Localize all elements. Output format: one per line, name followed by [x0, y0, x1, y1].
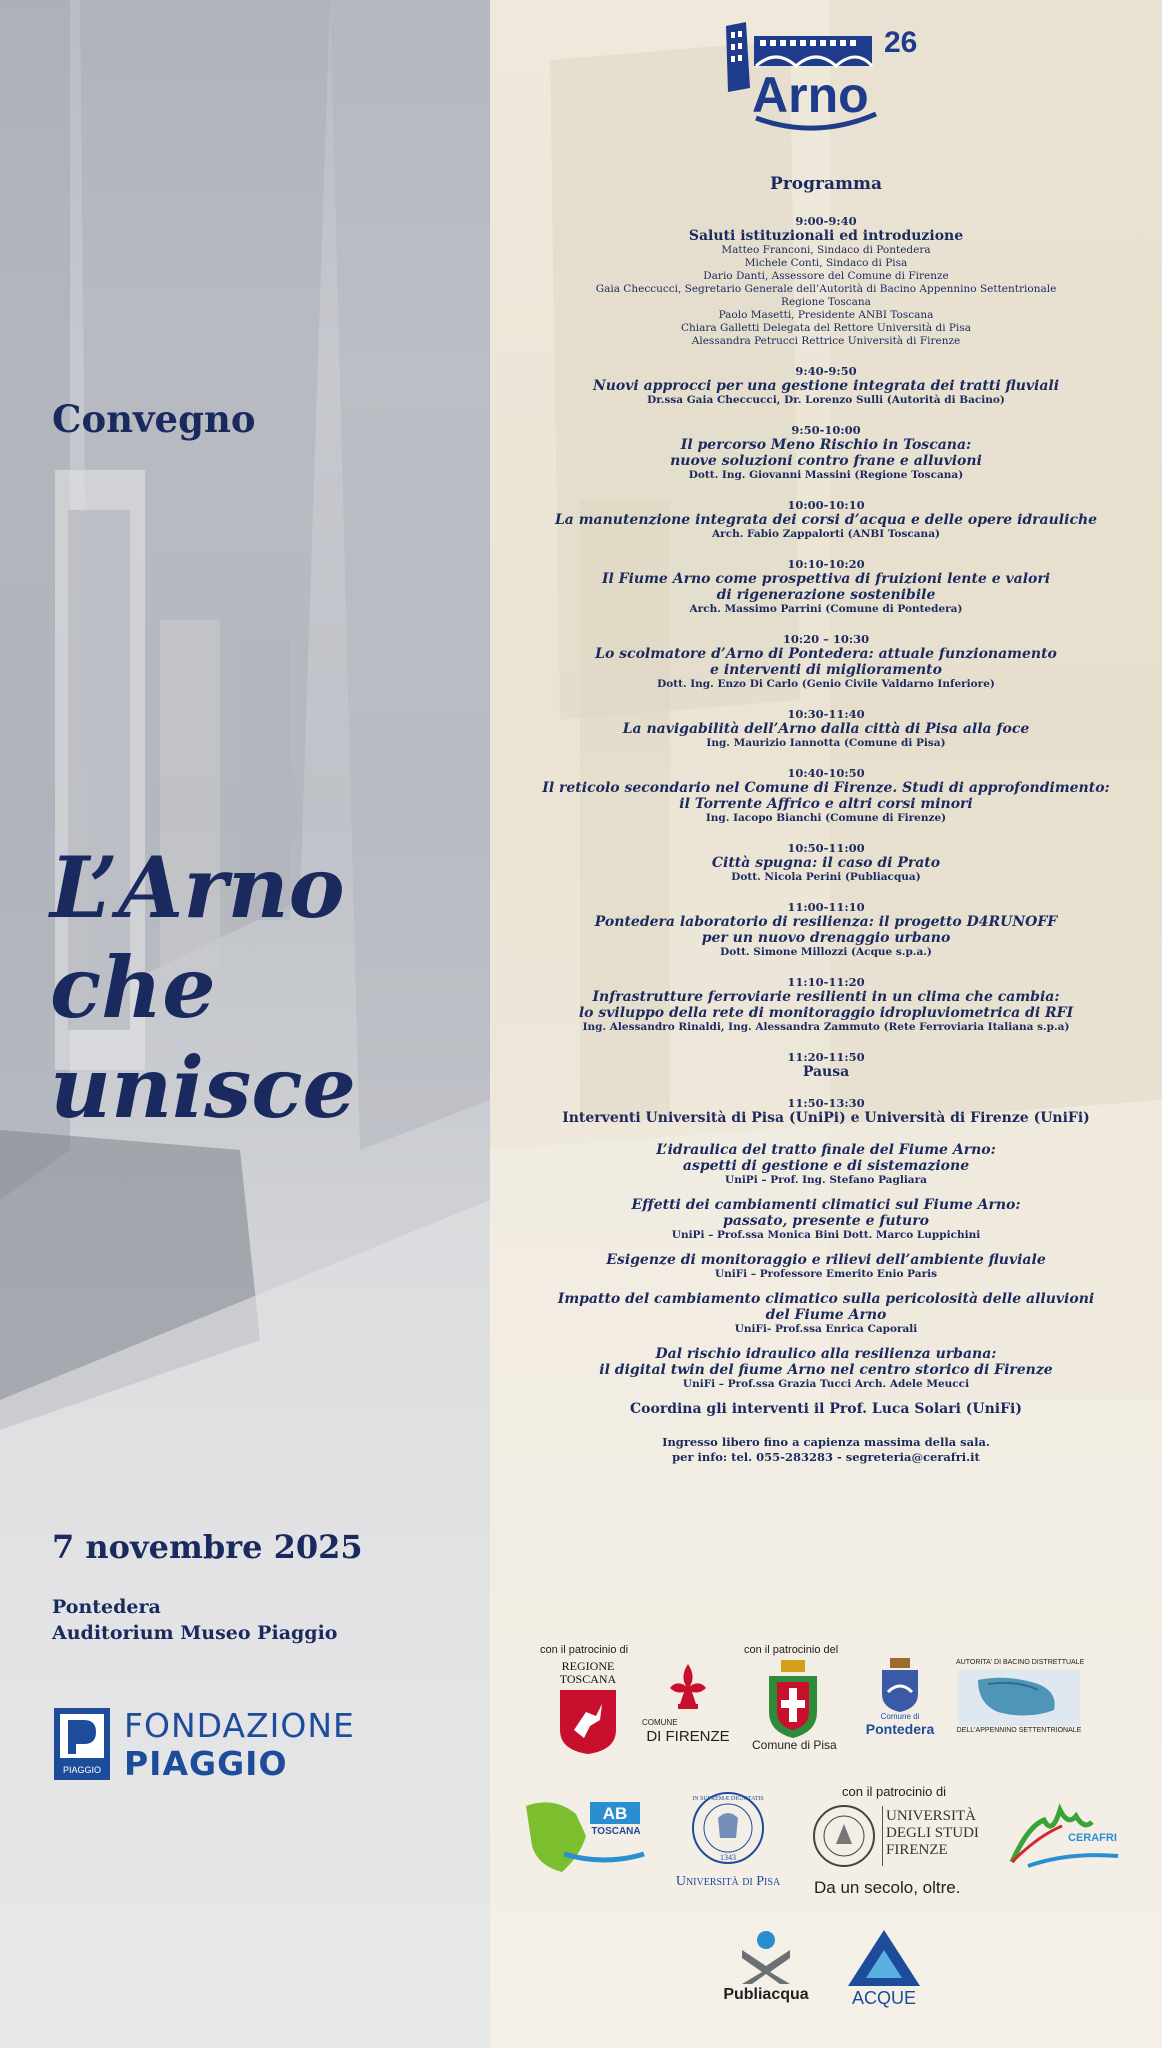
- giglio-icon: [666, 1660, 710, 1718]
- venue-city: Pontedera: [52, 1596, 161, 1618]
- session-time: 9:00-9:40: [795, 214, 857, 228]
- session-speaker: Paolo Masetti, Presidente ANBI Toscana: [718, 309, 934, 321]
- session-time: 9:40-9:50: [795, 364, 857, 378]
- session-title: Lo scolmatore d’Arno di Pontedera: attuale funzionamento e interventi di miglioramento: [595, 646, 1057, 678]
- pegasus-icon: [560, 1690, 616, 1754]
- pontedera-line2: Pontedera: [865, 1721, 935, 1737]
- session-time: 10:40-10:50: [787, 766, 865, 780]
- talk-speaker: UniFi – Professore Emerito Enio Paris: [714, 1268, 938, 1280]
- session-speaker: Dario Danti, Assessore del Comune di Firenze: [703, 270, 949, 282]
- session-title: La navigabilità dell’Arno dalla città di Pisa alla foce: [622, 721, 1030, 737]
- bacino-line1: AUTORITA' DI BACINO DISTRETTUALE: [956, 1659, 1085, 1666]
- info-line: per info: tel. 055-283283 - segreteria@cerafri.it: [672, 1450, 980, 1464]
- program-session: [490, 632, 1162, 691]
- session-time: 10:30-11:40: [787, 707, 865, 721]
- basin-map-icon: [958, 1670, 1080, 1726]
- session-speaker: Chiara Galletti Delegata del Rettore Università di Pisa: [680, 322, 972, 334]
- university-talk: [490, 1197, 1162, 1242]
- session-time: 11:20-11:50: [787, 1050, 865, 1064]
- session-speaker: Dott. Simone Millozzi (Acque s.p.a.): [720, 946, 932, 958]
- program-session: [490, 766, 1162, 825]
- session-title: Nuovi approcci per una gestione integrata dei tratti fluviali: [592, 378, 1060, 394]
- session-title: Il reticolo secondario nel Comune di Firenze. Studi di approfondimento: il Torrente Affrico e altri corsi minori: [542, 780, 1110, 812]
- cerafri-label: CERAFRI: [1068, 1832, 1117, 1844]
- foundation-line1: FONDAZIONE: [124, 1706, 355, 1745]
- university-talk: [490, 1346, 1162, 1391]
- acque-label: ACQUE: [851, 1988, 916, 2008]
- session-title: Interventi Università di Pisa (UniPi) e Università di Firenze (UniFi): [562, 1110, 1090, 1126]
- publiacqua-icon: [738, 1928, 794, 1984]
- foundation-line2: PIAGGIO: [124, 1744, 288, 1783]
- title-line: L’Arno: [50, 838, 345, 937]
- session-speaker: Ing. Iacopo Bianchi (Comune di Firenze): [705, 812, 947, 824]
- patrocinio-label: con il patrocinio del: [744, 1644, 839, 1656]
- program-session: [490, 214, 1162, 348]
- program-session: [490, 557, 1162, 616]
- left-panel: [0, 0, 490, 2048]
- bacino-line2: DELL'APPENNINO SETTENTRIONALE: [956, 1727, 1082, 1734]
- session-speaker: Ing. Alessandro Rinaldi, Ing. Alessandra Zammuto (Rete Ferroviaria Italiana s.p.a): [582, 1021, 1070, 1033]
- session-time: 10:50-11:00: [787, 841, 865, 855]
- session-title: Città spugna: il caso di Prato: [711, 855, 941, 871]
- piaggio-mark-icon: [54, 1708, 110, 1780]
- program-session: [490, 900, 1162, 959]
- session-speaker: Matteo Franconi, Sindaco di Pontedera: [721, 244, 931, 256]
- session-speaker: Alessandra Petrucci Rettrice Università di Firenze: [691, 335, 961, 347]
- talk-title: Impatto del cambiamento climatico sulla pericolosità delle alluvioni del Fiume Arno: [557, 1291, 1095, 1323]
- university-talk: [490, 1142, 1162, 1187]
- university-talk: [490, 1252, 1162, 1281]
- session-title: Saluti istituzionali ed introduzione: [688, 228, 964, 244]
- session-speaker: Dott. Ing. Enzo Di Carlo (Genio Civile Valdarno Inferiore): [657, 678, 995, 690]
- program-session: [490, 1050, 1162, 1080]
- session-title: Infrastrutture ferroviarie resilienti in un clima che cambia: lo sviluppo della rete di monitoraggio idropluviometrica di RFI: [578, 989, 1074, 1021]
- talk-speaker: UniFi – Prof.ssa Grazia Tucci Arch. Adele Meucci: [682, 1378, 970, 1390]
- session-time: 11:00-11:10: [787, 900, 865, 914]
- session-speaker: Michele Conti, Sindaco di Pisa: [744, 257, 908, 269]
- session-title: Pontedera laboratorio di resilienza: il progetto D4RUNOFF per un nuovo drenaggio urbano: [594, 914, 1058, 946]
- svg-text:IN SUPREMÆ DIGNITATIS: IN SUPREMÆ DIGNITATIS: [692, 1796, 764, 1802]
- patrocinio-label: con il patrocinio di: [842, 1784, 947, 1799]
- unifi-line2: DEGLI STUDI: [886, 1825, 979, 1841]
- event-title: [50, 838, 356, 1138]
- session-title: Il Fiume Arno come prospettiva di fruizioni lente e valori di rigenerazione sostenibile: [601, 571, 1051, 603]
- session-speaker: Dott. Ing. Giovanni Massini (Regione Toscana): [688, 469, 964, 481]
- event-date: 7 novembre 2025: [52, 1528, 363, 1566]
- pisa-crest-icon: [763, 1656, 823, 1748]
- convegno-label: Convegno: [52, 397, 256, 441]
- pisa-label: Comune di Pisa: [752, 1738, 837, 1752]
- program-session: [490, 975, 1162, 1034]
- unifi-line1: UNIVERSITÀ: [886, 1808, 976, 1824]
- program-session: [490, 364, 1162, 407]
- event-venue: [52, 1594, 337, 1646]
- session-speaker: Dr.ssa Gaia Checcucci, Dr. Lorenzo Sulli (Autorità di Bacino): [647, 394, 1005, 406]
- title-line: unisce: [50, 1038, 356, 1137]
- program-session: [490, 707, 1162, 750]
- session-speaker: Ing. Maurizio Iannotta (Comune di Pisa): [706, 737, 946, 749]
- session-title: Pausa: [802, 1064, 850, 1080]
- svg-text:1343: 1343: [720, 1853, 736, 1862]
- venue-place: Auditorium Museo Piaggio: [52, 1622, 338, 1644]
- info-line: Ingresso libero fino a capienza massima della sala.: [662, 1435, 990, 1449]
- arno26-logo: [716, 18, 946, 138]
- session-time: 9:50-10:00: [791, 423, 861, 437]
- session-title: Il percorso Meno Rischio in Toscana: nuove soluzioni contro frane e alluvioni: [670, 437, 982, 469]
- title-line: che: [50, 938, 216, 1037]
- logo-word: Arno: [752, 67, 869, 123]
- programma-title: Programma: [770, 174, 882, 194]
- talk-title: Esigenze di monitoraggio e rilievi dell’ambiente fluviale: [606, 1252, 1046, 1268]
- talk-speaker: UniPi – Prof. Ing. Stefano Pagliara: [725, 1174, 927, 1186]
- session-time: 11:10-11:20: [787, 975, 865, 989]
- svg-text:AB: AB: [602, 1804, 628, 1823]
- program-session: [490, 423, 1162, 482]
- firenze-line2: DI FIRENZE: [646, 1728, 730, 1745]
- unipi-label: Università di Pisa: [675, 1874, 781, 1889]
- patrocinio-label: con il patrocinio di: [540, 1644, 629, 1656]
- talk-speaker: UniPi – Prof.ssa Monica Bini Dott. Marco Luppichini: [671, 1229, 981, 1241]
- regione-line1: REGIONE: [561, 1659, 615, 1673]
- talk-title: Dal rischio idraulico alla resilienza urbana: il digital twin del fiume Arno nel centro storico di Firenze: [599, 1346, 1053, 1378]
- pontedera-line1: Comune di: [880, 1712, 920, 1721]
- regione-line2: TOSCANA: [559, 1672, 617, 1686]
- session-time: 10:20 – 10:30: [782, 632, 870, 646]
- unifi-line3: FIRENZE: [886, 1842, 948, 1858]
- program-session: [490, 841, 1162, 884]
- talk-speaker: UniFi- Prof.ssa Enrica Caporali: [734, 1323, 918, 1335]
- unipi-seal-icon: [690, 1790, 766, 1866]
- session-speaker: Arch. Fabio Zappalorti (ANBI Toscana): [712, 528, 940, 540]
- coordinator-note: Coordina gli interventi il Prof. Luca Solari (UniFi): [630, 1401, 1022, 1417]
- session-time: 11:50-13:30: [787, 1096, 865, 1110]
- session-speaker: Arch. Massimo Parrini (Comune di Pontedera): [689, 603, 963, 615]
- session-time: 10:00-10:10: [787, 498, 865, 512]
- acque-icon: [844, 1928, 922, 1988]
- talk-title: L’idraulica del tratto finale del Fiume Arno: aspetti di gestione e di sistemazione: [656, 1142, 996, 1174]
- university-talk: [490, 1291, 1162, 1336]
- session-speaker: Regione Toscana: [781, 296, 871, 308]
- unifi-seal-icon: [812, 1804, 876, 1868]
- svg-text:PIAGGIO: PIAGGIO: [62, 1765, 102, 1775]
- publiacqua-label: Publiacqua: [723, 1986, 809, 2003]
- unifi-tagline: Da un secolo, oltre.: [814, 1878, 961, 1897]
- session-time: 10:10-10:20: [787, 557, 865, 571]
- logo-number: 26: [884, 26, 918, 59]
- program-list: [490, 214, 1162, 1465]
- session-title: La manutenzione integrata dei corsi d’acqua e delle opere idrauliche: [554, 512, 1098, 528]
- session-speaker: Dott. Nicola Perini (Publiacqua): [731, 871, 921, 883]
- pontedera-crest-icon: [880, 1656, 920, 1712]
- session-speaker: Gaia Checcucci, Segretario Generale dell’Autorità di Bacino Appennino Settentrionale: [595, 283, 1057, 295]
- firenze-line1: COMUNE: [642, 1718, 678, 1727]
- anbi-label: TOSCANA: [591, 1826, 641, 1837]
- program-session: [490, 498, 1162, 541]
- talk-title: Effetti dei cambiamenti climatici sul Fiume Arno: passato, presente e futuro: [631, 1197, 1021, 1229]
- program-session: [490, 1096, 1162, 1126]
